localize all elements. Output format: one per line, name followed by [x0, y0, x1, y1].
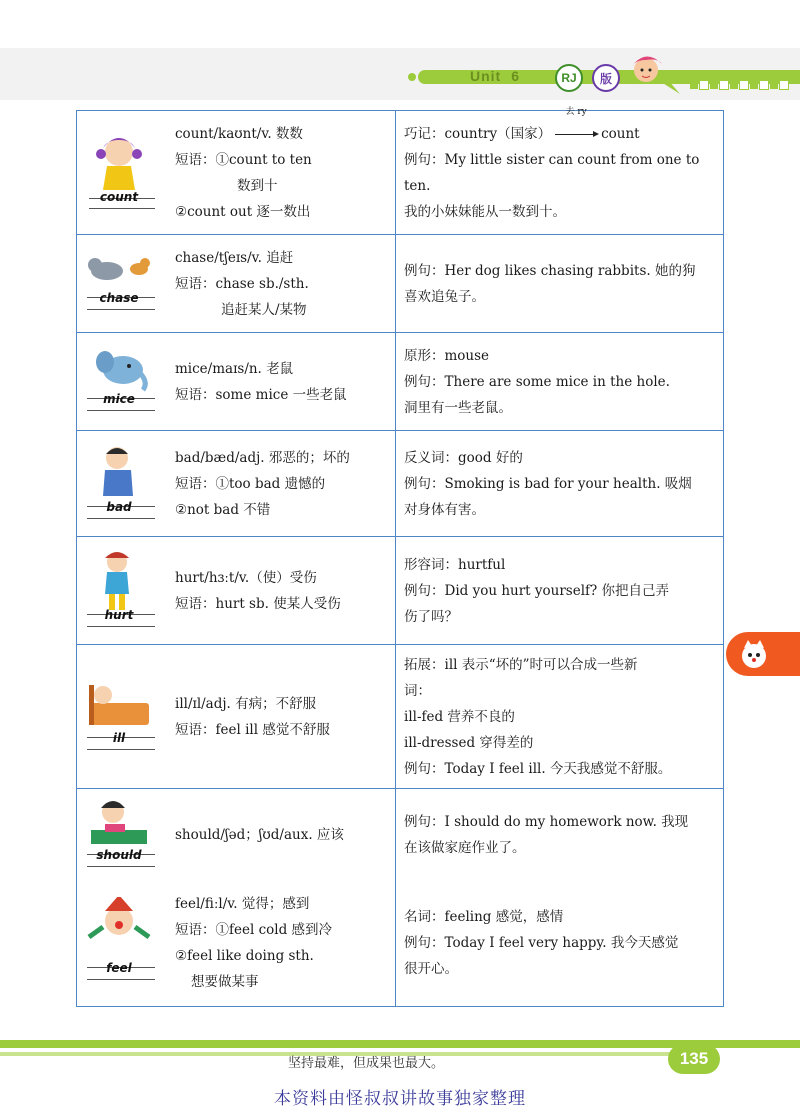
word-definition: chase/tʃeɪs/v. 追赶 [175, 249, 294, 266]
example-sentence: ten. [404, 177, 431, 194]
example-sentence: 例句：Her dog likes chasing rabbits. 她的狗 [404, 262, 696, 279]
example-sentence: 例句：Smoking is bad for your health. 吸烟 [404, 475, 692, 492]
phrase: 短语：①feel cold 感到冷 [175, 922, 333, 939]
extension-note: 拓展：ill 表示“坏的”时可以合成一些新 [404, 656, 638, 673]
table-row [77, 789, 724, 881]
example-translation: 伤了吗？ [404, 608, 458, 625]
compound-word: ill-fed 营养不良的 [404, 708, 515, 725]
example-translation: 喜欢追兔子。 [404, 288, 485, 305]
noun-form: 名词：feeling 感觉，感情 [404, 909, 564, 926]
memory-tip: 巧记：country（国家） 去 ry count [404, 121, 715, 147]
credit-line: 本资料由怪叔叔讲故事独家整理 [274, 1089, 526, 1109]
example-translation: 在该做家庭作业了。 [404, 839, 526, 856]
girl-homework-icon [83, 794, 163, 876]
phrase: 短语：①count to ten [175, 151, 312, 168]
checker-decoration [690, 74, 790, 93]
sick-in-bed-icon [83, 675, 163, 759]
image-label: bad [106, 499, 132, 514]
word-definition: count/kaʊnt/v. 数数 [175, 125, 303, 142]
image-label: mice [103, 391, 135, 406]
phrase-meaning: 想要做某事 [191, 974, 259, 991]
header-dot [408, 73, 416, 81]
table-row [77, 537, 724, 645]
arrow-icon: 去 ry [551, 121, 601, 147]
hurt-boy-icon [83, 546, 163, 636]
footer-motto: 坚持最难，但成果也最大。 [288, 1056, 445, 1071]
word-definition: mice/maɪs/n. 老鼠 [175, 360, 294, 377]
example-sentence: 例句：Did you hurt yourself? 你把自己弄 [404, 582, 670, 599]
phrase: 短语：feel ill 感觉不舒服 [175, 721, 330, 738]
phrase-meaning: 数到十 [237, 177, 278, 194]
phrase: 短语：①too bad 遗憾的 [175, 475, 326, 492]
rj-badge: RJ [555, 64, 583, 92]
word-definition: should/ʃəd；ʃʊd/aux. 应该 [175, 826, 344, 843]
example-sentence: 例句：Today I feel ill. 今天我感觉不舒服。 [404, 760, 672, 777]
example-translation: 洞里有一些老鼠。 [404, 399, 512, 416]
compound-word: ill-dressed 穿得差的 [404, 734, 534, 751]
table-row [77, 235, 724, 333]
vocab-table [76, 106, 724, 1007]
extension-note: 词： [404, 682, 431, 699]
girl-counting-icon [83, 128, 163, 218]
unit-label: Unit 6 [470, 68, 521, 84]
example-sentence: 例句：My little sister can count from one to [404, 151, 700, 168]
ban-badge: 版 [592, 64, 620, 92]
word-definition: bad/bæd/adj. 邪恶的；坏的 [175, 449, 350, 466]
fairy-girl-icon [618, 50, 688, 100]
phrase: 短语：hurt sb. 使某人受伤 [175, 595, 341, 612]
image-label: count [99, 189, 139, 204]
phrase: ②feel like doing sth. [175, 948, 314, 965]
cat-face-icon [738, 638, 770, 670]
adjective-form: 形容词：hurtful [404, 556, 506, 573]
base-form: 原形：mouse [404, 347, 490, 364]
phrase: ②count out 逐一数出 [175, 203, 311, 220]
example-translation: 对身体有害。 [404, 501, 485, 518]
example-sentence: 例句：I should do my homework now. 我现 [404, 813, 689, 830]
phrase: 短语：chase sb./sth. [175, 275, 309, 292]
example-sentence: 例句：Today I feel very happy. 我今天感觉 [404, 935, 679, 952]
antonym: 反义词：good 好的 [404, 449, 523, 466]
phrase-meaning: 追赶某人/某物 [221, 301, 307, 318]
table-row [77, 111, 724, 235]
image-label: should [96, 847, 142, 862]
clown-icon [83, 897, 163, 989]
word-definition: feel/fiːl/v. 觉得；感到 [175, 896, 310, 913]
table-row [77, 881, 724, 1007]
table-row [77, 333, 724, 431]
example-translation: 很开心。 [404, 961, 458, 978]
example-translation: 我的小妹妹能从一数到十。 [404, 203, 566, 220]
image-label: ill [112, 730, 126, 745]
table-row [77, 431, 724, 537]
image-label: hurt [104, 607, 134, 622]
page-number: 135 [668, 1044, 720, 1074]
image-label: feel [106, 961, 132, 976]
cat-chasing-mouse-icon [83, 249, 163, 319]
phrase: ②not bad 不错 [175, 501, 271, 518]
example-sentence: 例句：There are some mice in the hole. [404, 373, 670, 390]
image-label: chase [99, 290, 139, 305]
table-row [77, 645, 724, 789]
word-definition: ill/ɪl/adj. 有病；不舒服 [175, 695, 317, 712]
sad-boy-icon [83, 440, 163, 528]
elephant-mouse-icon [83, 344, 163, 420]
phrase: 短语：some mice 一些老鼠 [175, 386, 347, 403]
word-definition: hurt/hɜːt/v.（使）受伤 [175, 569, 317, 586]
